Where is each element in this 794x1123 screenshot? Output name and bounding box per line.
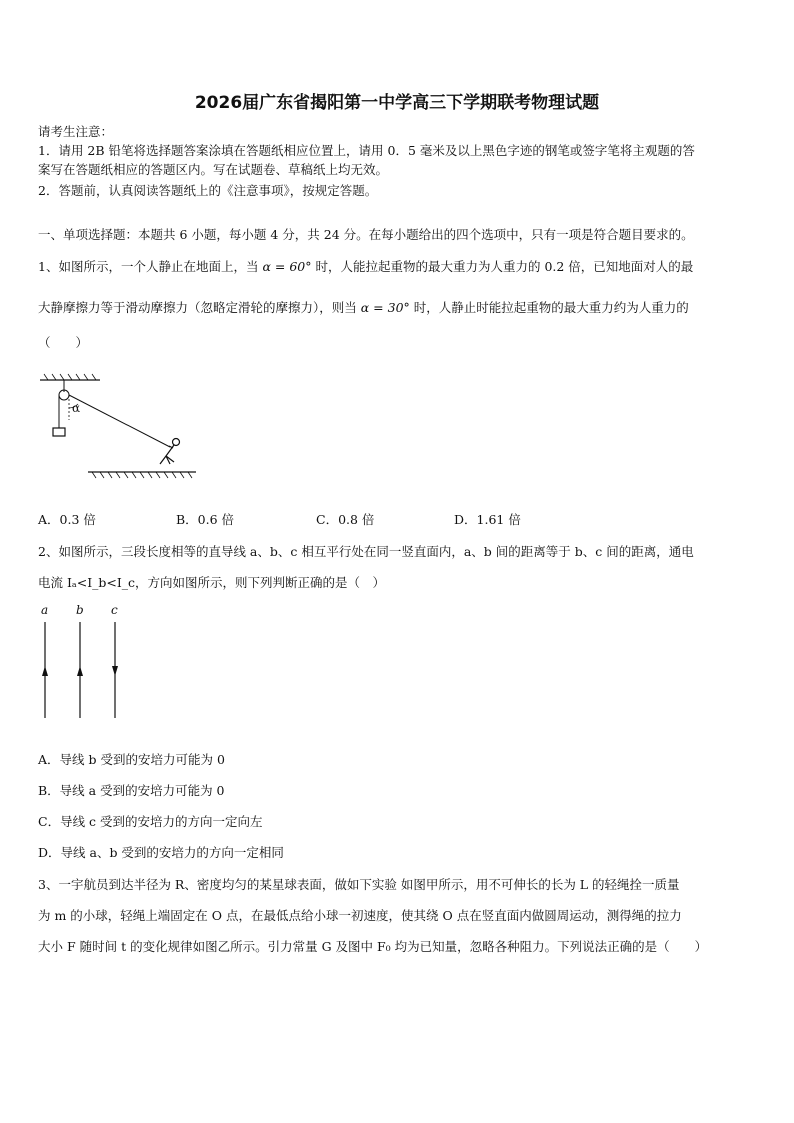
q2-line-1: 2、如图所示，三段长度相等的直导线 a、b、c 相互平行处在同一竖直面内，a、b 间的距离等于 b、c 间的距离，通电 [38,544,694,559]
alpha-label: α [72,401,81,415]
q1-answer-paren: （ ） [38,335,89,350]
q1-text-b: 时，人能拉起重物的最大重力为人重力的 0.2 倍，已知地面对人的最 [315,259,694,274]
wire-c-arrow-down [112,666,118,676]
q1-line-1 [38,257,693,275]
q1-alpha-30: α = 30° [360,300,410,315]
weight-block [53,428,65,436]
wire-a-label: a [41,603,49,617]
page-title: 2026届广东省揭阳第一中学高三下学期联考物理试题 [194,93,600,113]
q2-figure-wires [30,600,140,725]
notice-item-2: 2．答题前，认真阅读答题纸上的《注意事项》，按规定答题。 [38,183,378,198]
q3-line-3: 大小 F 随时间 t 的变化规律如图乙所示。引力常量 G 及图中 F₀ 均为已知量，忽略各种阻力。下列说法正确的是（ ） [38,939,708,954]
q1-line-2 [38,298,689,316]
wire-b-arrow-up [77,666,83,676]
q3-line-2: 为 m 的小球，轻绳上端固定在 O 点，在最低点给小球一初速度，使其绕 O 点在竖直面内做圆周运动，测得绳的拉力 [38,908,682,923]
notice-heading: 请考生注意： [38,124,114,139]
q1-option-b[interactable]: B．0.6 倍 [176,512,235,527]
ground-hatch [92,472,192,478]
section-heading: 一、单项选择题：本题共 6 小题，每小题 4 分，共 24 分。在每小题给出的四个选项中，只有一项是符合题目要求的。 [38,227,694,242]
q3-line-1: 3、一宇航员到达半径为 R、密度均匀的某星球表面，做如下实验 如图甲所示，用不可伸长的长为 L 的轻绳拴一质量 [38,877,680,892]
wire-c-label: c [111,603,118,617]
person-figure [160,439,180,465]
q1-option-a[interactable]: A．0.3 倍 [38,512,96,527]
q1-text-c: 大静摩擦力等于滑动摩擦力（忽略定滑轮的摩擦力），则当 [38,300,357,315]
notice-item-1-line-2: 案写在答题纸相应的答题区内。写在试题卷、草稿纸上均无效。 [38,162,389,177]
q1-option-c[interactable]: C．0.8 倍 [316,512,375,527]
q1-text-a: 1、如图所示，一个人静止在地面上，当 [38,259,259,274]
notice-item-1-line-1: 1．请用 2B 铅笔将选择题答案涂填在答题纸相应位置上，请用 0．5 毫米及以上黑色字迹的钢笔或签字笔将主观题的答 [38,143,695,158]
q1-text-d: 时，人静止时能拉起重物的最大重力约为人重力的 [413,300,689,315]
pulling-rope [69,395,170,447]
wire-a-arrow-up [42,666,48,676]
q2-line-2: 电流 Iₐ<I_b<I_c，方向如图所示，则下列判断正确的是（ ） [38,575,386,590]
q2-option-b[interactable]: B．导线 a 受到的安培力可能为 0 [38,783,225,798]
q2-option-c[interactable]: C．导线 c 受到的安培力的方向一定向左 [38,814,263,829]
ceiling-hatch [44,374,96,380]
q1-option-d[interactable]: D．1.61 倍 [454,512,521,527]
q1-figure-pulley [38,372,198,482]
q2-option-a[interactable]: A．导线 b 受到的安培力可能为 0 [38,752,225,767]
wire-b-label: b [76,603,84,617]
q2-option-d[interactable]: D．导线 a、b 受到的安培力的方向一定相同 [38,845,284,860]
q1-alpha-60: α = 60° [262,259,312,274]
